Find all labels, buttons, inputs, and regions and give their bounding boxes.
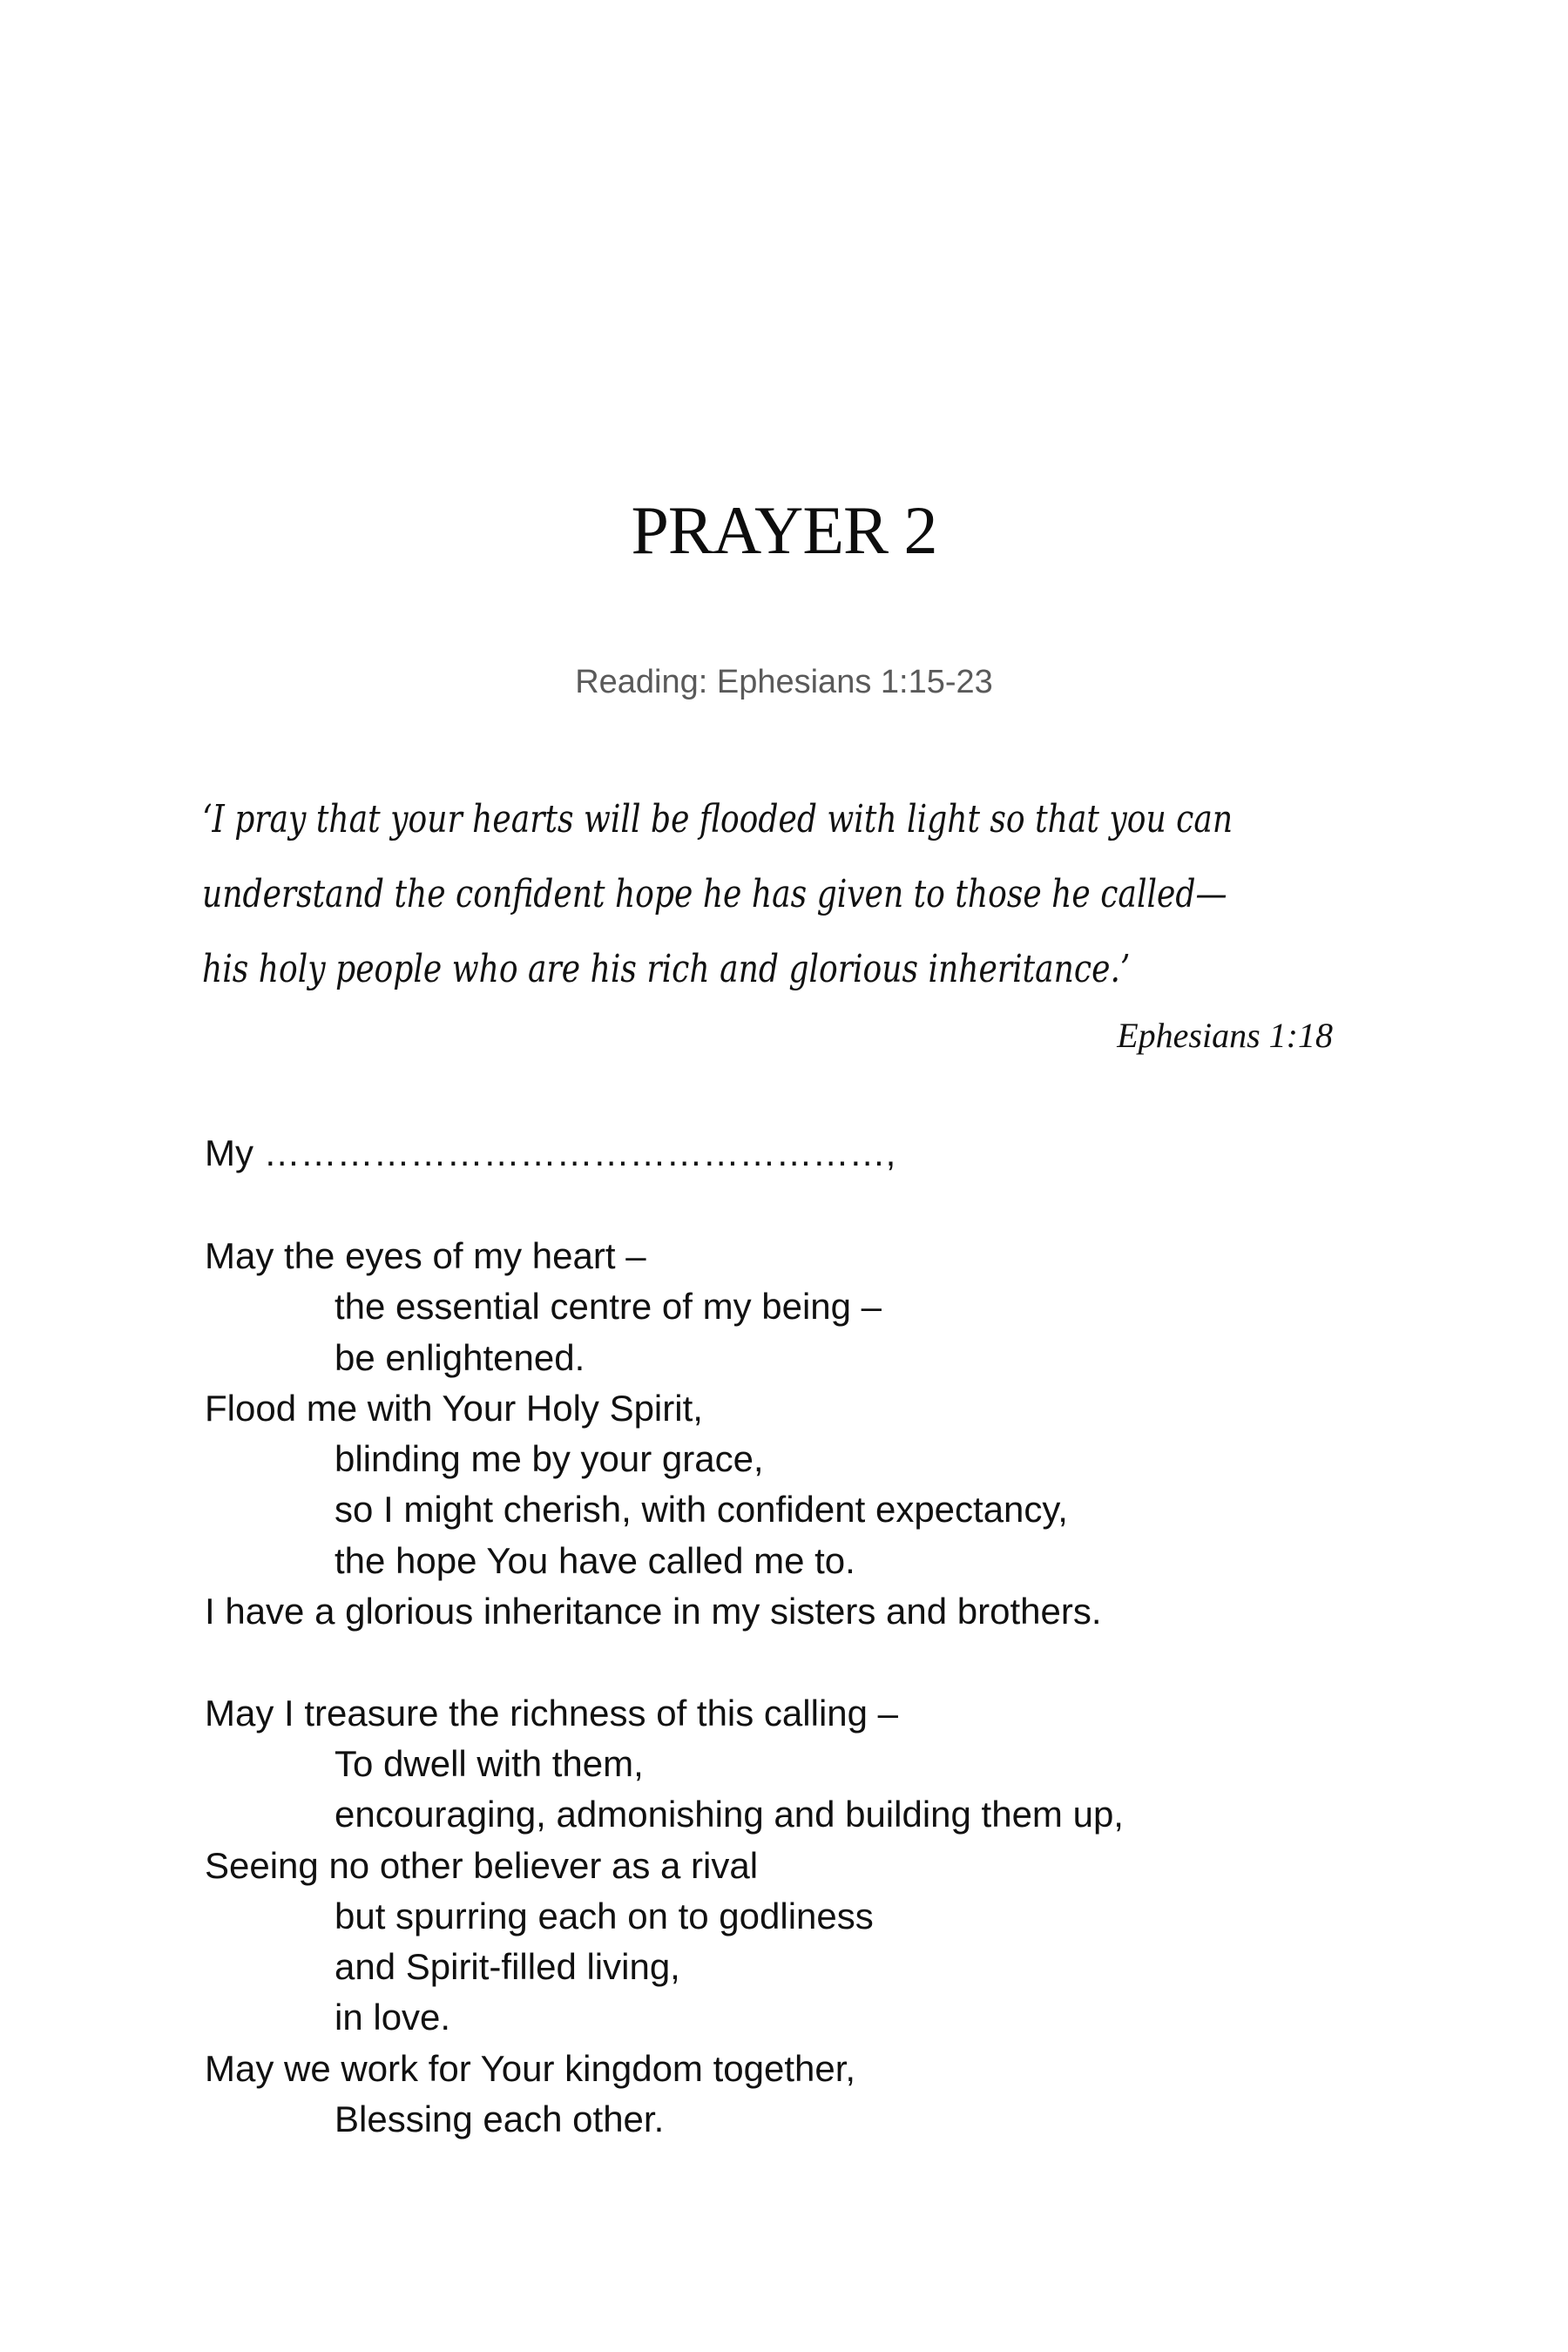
prayer-line: Seeing no other believer as a rival [205, 1844, 759, 1886]
prayer-line: May I treasure the richness of this calling – [205, 1692, 899, 1734]
stanza-gap [205, 1637, 1124, 1687]
prayer-line: Blessing each other. [335, 2099, 665, 2140]
prayer-line: so I might cherish, with confident expectancy, [335, 1489, 1068, 1531]
scripture-quote [202, 782, 1233, 1007]
prayer-line: the essential centre of my being – [335, 1286, 882, 1328]
page-title: PRAYER 2 [631, 492, 937, 568]
stanza [205, 1231, 1124, 1637]
prayer-line: Flood me with Your Holy Spirit, [205, 1387, 703, 1429]
prayer-line: May we work for Your kingdom together, [205, 2047, 856, 2089]
stanza [205, 1688, 1124, 2146]
prayer-line: the hope You have called me to. [335, 1539, 855, 1581]
prayer-line: To dwell with them, [335, 1742, 644, 1784]
prayer-line: encouraging, admonishing and building them up, [335, 1794, 1124, 1835]
prayer-line: be enlightened. [335, 1336, 585, 1378]
prayer-line: and Spirit-filled living, [335, 1946, 680, 1988]
quote-reference: Ephesians 1:18 [1117, 1016, 1333, 1055]
prayer-line: in love. [335, 1997, 451, 2038]
quote-line: understand the confident hope he has given to those he called— [202, 872, 1227, 916]
salutation-line: My ……………………………………………, [205, 1132, 896, 1173]
quote-line: his holy people who are his rich and glorious inheritance.’ [202, 947, 1131, 991]
reading-reference: Reading: Ephesians 1:15-23 [575, 664, 993, 700]
prayer-line: but spurring each on to godliness [335, 1895, 874, 1936]
prayer-body [205, 1231, 1124, 2145]
prayer-line: blinding me by your grace, [335, 1438, 764, 1480]
prayer-line: May the eyes of my heart – [205, 1235, 646, 1276]
quote-line: ‘I pray that your hearts will be flooded with light so that you can [202, 797, 1233, 841]
prayer-line: I have a glorious inheritance in my sisters and brothers. [205, 1591, 1102, 1632]
